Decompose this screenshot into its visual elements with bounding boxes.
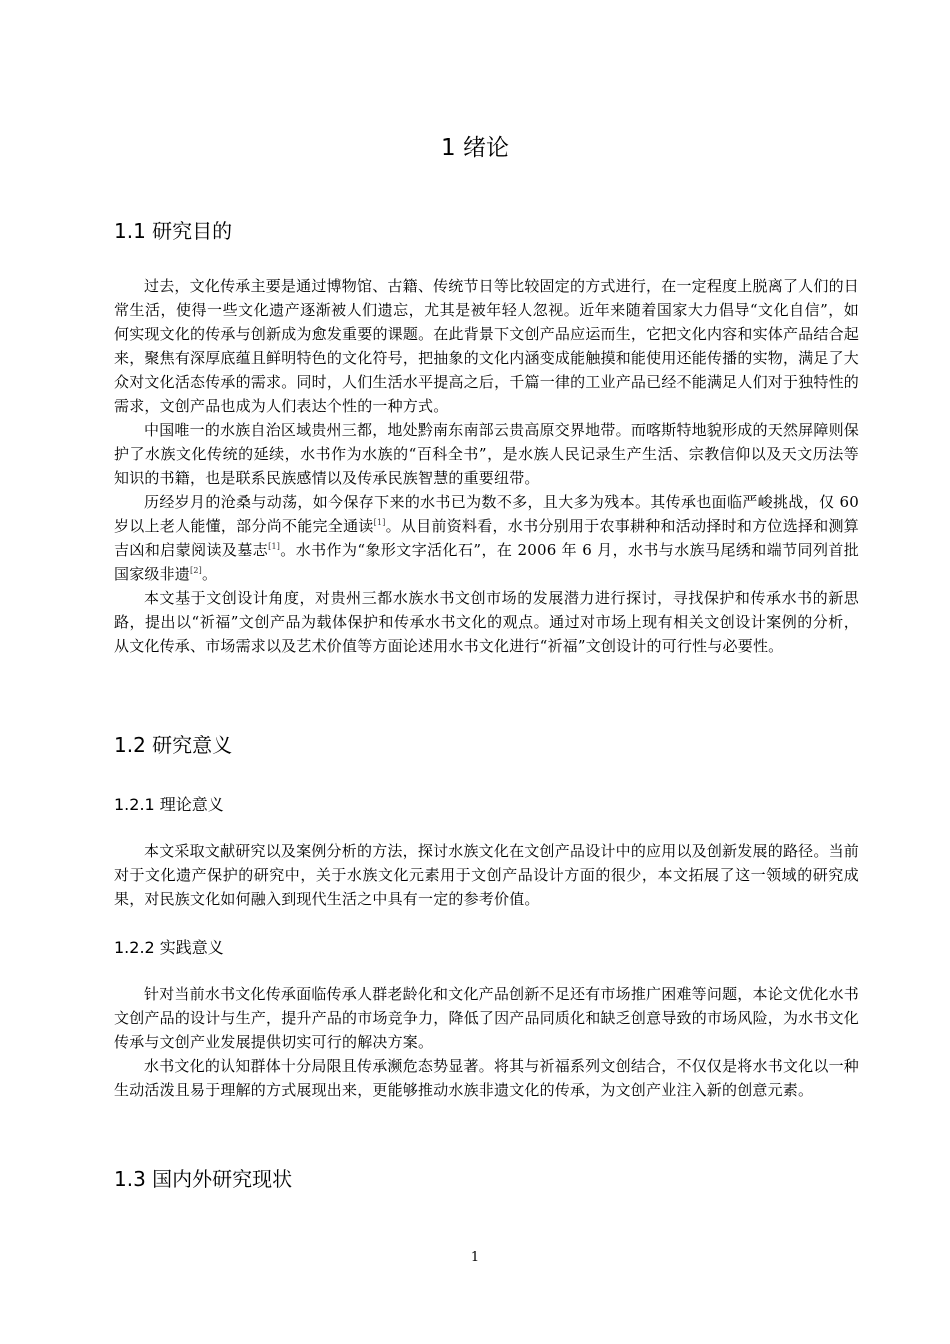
text-run: 。从目前资料看，水书分别用于农事耕种和活动择时和方位选择和测算吉凶和启蒙阅读及墓志 [114,517,859,559]
paragraph: 针对当前水书文化传承面临传承人群老龄化和文化产品创新不足还有市场推广困难等问题，本论文优化水书文创产品的设计与生产，提升产品的市场竞争力，降低了因产品同质化和缺乏创意导致的市场风险，为水书文化传承与文创产业发展提供切实可行的解决方案。 [114,985,859,1051]
text-run: 。 [201,565,218,583]
paragraph: 过去，文化传承主要是通过博物馆、古籍、传统节日等比较固定的方式进行，在一定程度上脱离了人们的日常生活，使得一些文化遗产逐渐被人们遗忘，尤其是被年轻人忽视。近年来随着国家大力倡导“文化自信”，如何实现文化的传承与创新成为愈发重要的课题。在此背景下文创产品应运而生，它把文化内容和实体产品结合起来，聚焦有深厚底蕴且鲜明特色的文化符号，把抽象的文化内涵变成能触摸和能使用还能传播的实物，满足了大众对文化活态传承的需求。同时，人们生活水平提高之后，千篇一律的工业产品已经不能满足人们对于独特性的需求，文创产品也成为人们表达个性的一种方式。 [114,277,859,415]
chapter-title: 1 绪论 [441,135,509,161]
paragraph: 本文采取文献研究以及案例分析的方法，探讨水族文化在文创产品设计中的应用以及创新发展的路径。当前对于文化遗产保护的研究中，关于水族文化元素用于文创产品设计方面的很少，本文拓展了这一领域的研究成果，对民族文化如何融入到现代生活之中具有一定的参考价值。 [114,842,859,908]
citation-ref: [1] [268,542,281,551]
subsection-heading-1-2-2: 1.2.2 实践意义 [114,938,224,957]
subsection-heading-1-2-1: 1.2.1 理论意义 [114,795,224,814]
citation-ref: [1] [373,518,386,527]
paragraph: 水书文化的认知群体十分局限且传承濒危态势显著。将其与祈福系列文创结合，不仅仅是将水书文化以一种生动活泼且易于理解的方式展现出来，更能够推动水族非遗文化的传承，为文创产业注入新的创意元素。 [114,1057,859,1099]
section-heading-1-1: 1.1 研究目的 [114,219,233,243]
citation-ref: [2] [190,566,202,575]
page-number: 1 [470,1250,480,1265]
section-heading-1-2: 1.2 研究意义 [114,733,233,757]
section-1-2-1-body [114,839,859,911]
section-heading-1-3: 1.3 国内外研究现状 [114,1167,293,1191]
section-1-1-body [114,274,859,658]
text-run: 。水书作为“象形文字活化石”，在 2006 年 6 月，水书与水族马尾绣和端节同列首批国家级非遗 [114,541,859,583]
paragraph: 本文基于文创设计角度，对贵州三都水族水书文创市场的发展潜力进行探讨，寻找保护和传承水书的新思路，提出以“祈福”文创产品为载体保护和传承水书文化的观点。通过对市场上现有相关文创设计案例的分析，从文化传承、市场需求以及艺术价值等方面论述用水书文化进行“祈福”文创设计的可行性与必要性。 [114,589,859,655]
paragraph [114,490,859,586]
section-1-2-2-body [114,982,859,1102]
paragraph: 中国唯一的水族自治区域贵州三都，地处黔南东南部云贵高原交界地带。而喀斯特地貌形成的天然屏障则保护了水族文化传统的延续，水书作为水族的“百科全书”，是水族人民记录生产生活、宗教信仰以及天文历法等知识的书籍，也是联系民族感情以及传承民族智慧的重要纽带。 [114,421,859,487]
text-run: 历经岁月的沧桑与动荡，如今保存下来的水书已为数不多，且大多为残本。其传承也面临严峻挑战，仅 60 岁以上老人能懂，部分尚不能完全通读 [114,493,859,535]
